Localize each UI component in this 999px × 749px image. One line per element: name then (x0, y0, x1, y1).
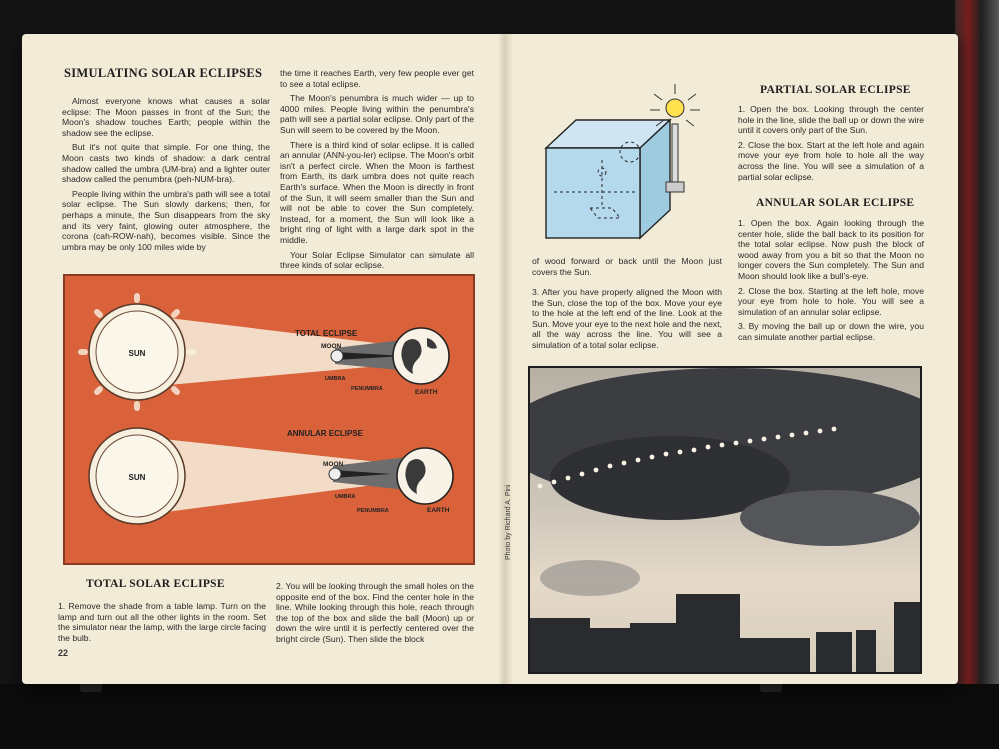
paragraph: 3. After you have properly aligned the Moon with the Sun, close the top of the box. Move your eye to the hole at the left end of the line. Look at the Sun. Move your eye to the next hole and the next, all the way across the line. You will see a simulation of a total solar eclipse. (532, 287, 722, 350)
magazine-gutter (498, 34, 512, 684)
eclipse-diagram-svg (65, 276, 473, 563)
paragraph: the time it reaches Earth, very few people ever get to see a total eclipse. (280, 68, 474, 89)
umbra-label: UMBRA (325, 376, 346, 382)
paragraph: But it's not quite that simple. For one thing, the Moon casts two kinds of shadow: a dark central shadow called the umbra (UM-bra) and a lighter outer shadow called the penumbra (peh-NUM-bra). (62, 142, 270, 185)
annular-steps (738, 218, 924, 347)
paragraph: 2. Close the box. Starting at the left hole, move your eye from hole to hole. You will see a simulation of an annular solar eclipse. (738, 285, 924, 317)
sun-label: SUN (128, 349, 146, 358)
total-step-3 (532, 287, 722, 355)
moon-annular (329, 468, 341, 480)
annular-title: ANNULAR ECLIPSE (287, 429, 364, 438)
penumbra-label: PENUMBRA (357, 508, 389, 514)
paragraph: 3. By moving the ball up or down the wire, you can simulate another partial eclipse. (738, 321, 924, 342)
penumbra-label: PENUMBRA (351, 386, 383, 392)
article-column-2 (280, 68, 474, 275)
paragraph: 1. Remove the shade from a table lamp. Turn on the lamp and turn out all the other lights in the room. Set the simulator near the lamp, with the large circle facing the bulb. (58, 601, 266, 643)
article-title: SIMULATING SOLAR ECLIPSES (64, 66, 263, 80)
moon-total (331, 350, 343, 362)
earth-label: EARTH (415, 389, 438, 396)
moon-label: MOON (321, 343, 342, 350)
paragraph: 2. Close the box. Start at the left hole and again move your eye from hole to hole all the way across the line. You will see a simulation of a partial solar eclipse. (738, 139, 924, 182)
section-heading-total: TOTAL SOLAR ECLIPSE (86, 578, 225, 590)
paragraph: Your Solar Eclipse Simulator can simulate all three kinds of solar eclipse. (280, 249, 474, 271)
total-title: TOTAL ECLIPSE (295, 329, 358, 338)
article-column-1 (62, 96, 270, 256)
page-number: 22 (58, 648, 69, 658)
total-step-2 (276, 581, 474, 649)
section-heading-partial: PARTIAL SOLAR ECLIPSE (760, 84, 911, 96)
simulator-box-illustration (540, 68, 730, 248)
partial-steps (738, 104, 924, 186)
paragraph: Almost everyone knows what causes a solar eclipse: The Moon passes in front of the Sun; the Moon's shadow touches Earth; people within the shadow see the eclipse. (62, 96, 270, 138)
paragraph: There is a third kind of solar eclipse. It is called an annular (ANN-you-ler) eclipse. The Moon's orbit isn't a perfect circle. When the Moon is farthest from Earth, its dark umbra does not quite reach Earth's surface. When the Moon is directly in front of the Sun, it will seem smaller than the Sun and will not be able to cover the Sun completely. Instead, for a moment, the Sun will look like a bright ring of light with a large dark spot in the middle. (280, 139, 474, 245)
earth-annular (397, 448, 453, 504)
earth-total (393, 328, 449, 384)
eclipse-diagram (63, 274, 475, 565)
paragraph: of wood forward or back until the Moon just covers the Sun. (532, 256, 722, 277)
paragraph: The Moon's penumbra is much wider — up to 4000 miles. People living within the penumbra's path will see a partial solar eclipse. Only part of the Sun will seem to be covered by the Moon. (280, 93, 474, 135)
background-shelf (955, 0, 999, 749)
photo-credit: Photo by Richard A. Pini (505, 484, 512, 560)
table-surface (0, 684, 999, 749)
total-step-1 (58, 601, 266, 647)
paragraph: 1. Open the box. Looking through the center hole in the line, slide the ball up or down the wire until it covers only part of the Sun. (738, 104, 924, 136)
paragraph: People living within the umbra's path will see a total solar eclipse. The Sun slowly darkens; then, for perhaps a minute, the Sun disappears from the sky and its very faint, glowing outer atmosphere, the corona (cah-ROW-nah), becomes visible. Since the umbra may be only 100 miles wide by (62, 188, 270, 252)
total-continued (532, 256, 722, 281)
paragraph: 2. You will be looking through the small holes on the opposite end of the box. Find the center hole in the line. While looking through this hole, reach through the top of the box and slide the ball (Moon) up or down the wire until it is perfectly centered over the bright circle (Sun). Then slide the block (276, 581, 474, 644)
section-heading-annular: ANNULAR SOLAR ECLIPSE (756, 197, 915, 209)
paragraph: 1. Open the box. Again looking through the center hole, slide the ball back to its position for the total solar eclipse. Now push the block of wood away from you a bit so that the Moon no longer covers the Sun completely. The Sun and Moon should look like a bull's-eye. (738, 218, 924, 281)
umbra-label: UMBRA (335, 494, 356, 500)
earth-label: EARTH (427, 507, 450, 514)
moon-label: MOON (323, 461, 344, 468)
sun-label: SUN (128, 473, 146, 482)
eclipse-sequence-photo (528, 366, 922, 674)
